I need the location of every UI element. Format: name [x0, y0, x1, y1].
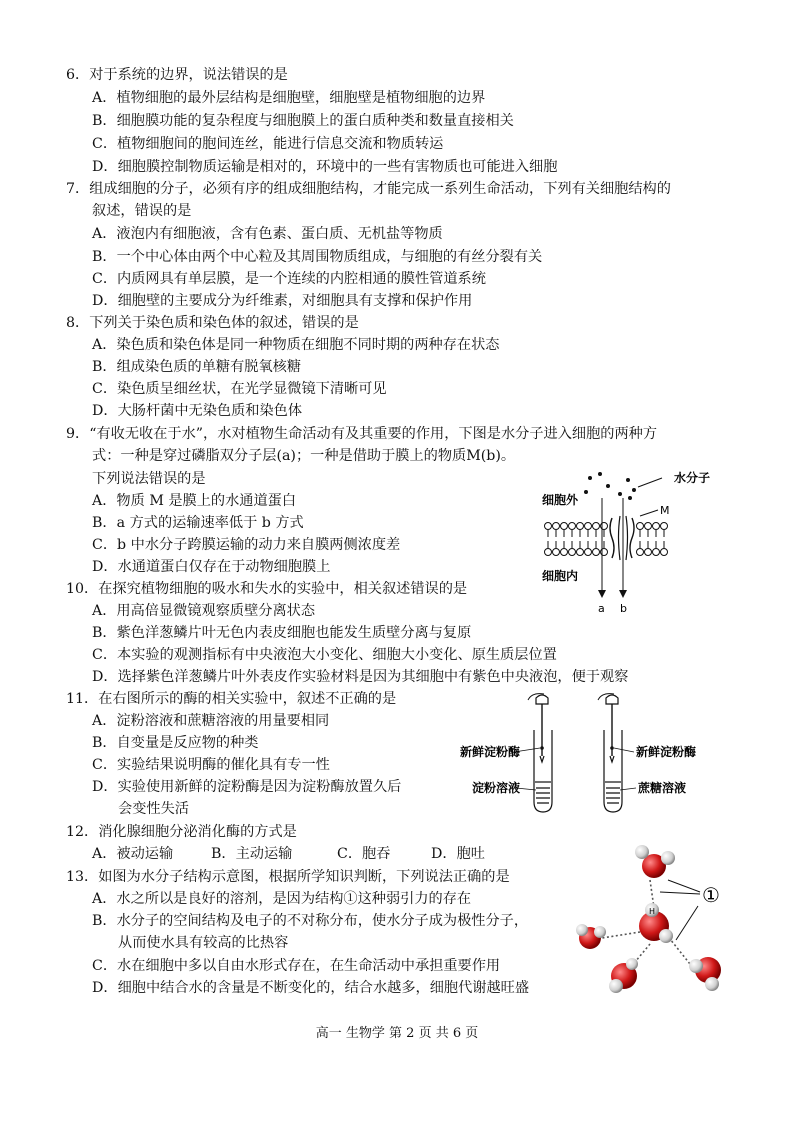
- arrow-b-label: b: [620, 602, 627, 615]
- water-molecule-structure-figure: [572, 836, 742, 1001]
- question-10-stem: 10．在探究植物细胞的吸水和失水的实验中，相关叙述错误的是: [66, 581, 468, 597]
- water-molecule-label: 水分子: [674, 471, 711, 485]
- q6-option-d: D．细胞膜控制物质运输是相对的，环境中的一些有害物质也可能进入细胞: [92, 159, 558, 175]
- q12-option-d: D．胞吐: [431, 846, 485, 862]
- water-molecule-top: [635, 845, 675, 878]
- q13-option-d: D．细胞中结合水的含量是不断变化的，结合水越多，细胞代谢越旺盛: [92, 980, 530, 996]
- fresh-amylase-label-1: 新鲜淀粉酶: [460, 745, 521, 759]
- q13-option-c: C．水在细胞中多以自由水形式存在，在生命活动中承担重要作用: [92, 958, 501, 974]
- q7-option-a: A．液泡内有细胞液，含有色素、蛋白质、无机盐等物质: [92, 226, 443, 242]
- arrow-a-label: a: [598, 602, 605, 615]
- q9-option-b: B．a 方式的运输速率低于 b 方式: [92, 515, 304, 531]
- q7-option-b: B．一个中心体由两个中心粒及其周围物质组成，与细胞的有丝分裂有关: [92, 249, 543, 265]
- question-6-stem: 6．对于系统的边界，说法错误的是: [66, 67, 288, 83]
- q8-option-d: D．大肠杆菌中无染色质和染色体: [92, 403, 303, 419]
- q8-option-a: A．染色质和染色体是同一种物质在细胞不同时期的两种存在状态: [92, 337, 500, 353]
- water-transport-figure: [540, 468, 711, 618]
- q8-option-b: B．组成染色质的单糖有脱氧核糖: [92, 359, 302, 375]
- question-11-stem: 11．在右图所示的酶的相关实验中，叙述不正确的是: [66, 691, 397, 707]
- q13-option-b: B．水分子的空间结构及电子的不对称分布，使水分子成为极性分子，: [92, 913, 529, 929]
- structure-1-label: ①: [702, 883, 720, 907]
- water-molecule-dots: [584, 472, 636, 500]
- question-8-stem: 8．下列关于染色质和染色体的叙述，错误的是: [66, 315, 359, 331]
- q11-option-b: B．自变量是反应物的种类: [92, 735, 259, 751]
- water-molecule-left: [576, 924, 606, 949]
- question-12-stem: 12．消化腺细胞分泌消化酶的方式是: [66, 824, 297, 840]
- q10-option-b: B．紫色洋葱鳞片叶无色内表皮细胞也能发生质壁分离与复原: [92, 625, 472, 641]
- q9-option-a: A．物质 M 是膜上的水通道蛋白: [92, 493, 297, 509]
- question-9-stem-cont2: 下列说法错误的是: [92, 471, 206, 487]
- q7-option-d: D．细胞壁的主要成分为纤维素，对细胞具有支撑和保护作用: [92, 293, 473, 309]
- protein-m-label: M: [660, 504, 670, 517]
- q8-option-c: C．染色质呈细丝状，在光学显微镜下清晰可见: [92, 381, 387, 397]
- fresh-amylase-label-2: 新鲜淀粉酶: [636, 745, 697, 759]
- q6-option-b: B．细胞膜功能的复杂程度与细胞膜上的蛋白质种类和数量直接相关: [92, 113, 514, 129]
- q13-option-a: A．水之所以是良好的溶剂，是因为结构①这种弱引力的存在: [92, 891, 472, 907]
- q10-option-a: A．用高倍显微镜观察质壁分离状态: [92, 603, 316, 619]
- test-tube-1: [528, 694, 552, 812]
- enzyme-test-tube-figure: [458, 690, 708, 820]
- question-9-stem: 9．“有收无收在于水”，水对植物生命活动有及其重要的作用，下图是水分子进入细胞的两种方: [66, 426, 658, 442]
- page-footer: 高一 生物学 第 2 页 共 6 页: [315, 1026, 479, 1041]
- question-13-stem: 13．如图为水分子结构示意图，根据所学知识判断，下列说法正确的是: [66, 869, 510, 885]
- q9-option-c: C．b 中水分子跨膜运输的动力来自膜两侧浓度差: [92, 537, 401, 553]
- sucrose-solution-label: 蔗糖溶液: [638, 781, 687, 795]
- starch-solution-label: 淀粉溶液: [472, 781, 521, 795]
- water-molecule-center: [639, 903, 673, 943]
- q11-option-d: D．实验使用新鲜的淀粉酶是因为淀粉酶放置久后: [92, 779, 402, 795]
- question-7-stem-cont: 叙述，错误的是: [92, 203, 192, 219]
- q10-option-d: D．选择紫色洋葱鳞片叶外表皮作实验材料是因为其细胞中有紫色中央液泡，便于观察: [92, 669, 629, 685]
- water-molecule-bottom-right: [689, 957, 721, 991]
- inside-cell-label: 细胞内: [542, 569, 579, 583]
- q7-option-c: C．内质网具有单层膜，是一个连续的内腔相通的膜性管道系统: [92, 271, 486, 287]
- q11-option-a: A．淀粉溶液和蔗糖溶液的用量要相同: [92, 713, 330, 729]
- phospholipid-bilayer: [545, 516, 668, 560]
- q12-option-c: C．胞吞: [337, 846, 391, 862]
- q11-option-d-cont: 会变性失活: [118, 801, 189, 817]
- q13-option-b-cont: 从而使水具有较高的比热容: [118, 935, 289, 951]
- q10-option-c: C．本实验的观测指标有中央液泡大小变化、细胞大小变化、原生质层位置: [92, 647, 557, 663]
- q11-option-c: C．实验结果说明酶的催化具有专一性: [92, 757, 330, 773]
- q6-option-c: C．植物细胞间的胞间连丝，能进行信息交流和物质转运: [92, 136, 444, 152]
- hydrogen-atom-label: H: [649, 907, 656, 916]
- q6-option-a: A．植物细胞的最外层结构是细胞壁，细胞壁是植物细胞的边界: [92, 90, 486, 106]
- outside-cell-label: 细胞外: [542, 493, 579, 507]
- q9-option-d: D．水通道蛋白仅存在于动物细胞膜上: [92, 559, 331, 575]
- q12-option-a: A．被动运输: [92, 846, 174, 862]
- water-molecule-bottom-left: [609, 958, 638, 993]
- question-7-stem: 7．组成细胞的分子，必须有序的组成细胞结构，才能完成一系列生命活动，下列有关细胞结构的: [66, 181, 671, 197]
- test-tube-2: [598, 694, 622, 812]
- q12-option-b: B．主动运输: [211, 846, 293, 862]
- question-9-stem-cont: 式：一种是穿过磷脂双分子层(a)；一种是借助于膜上的物质M(b)。: [92, 448, 516, 464]
